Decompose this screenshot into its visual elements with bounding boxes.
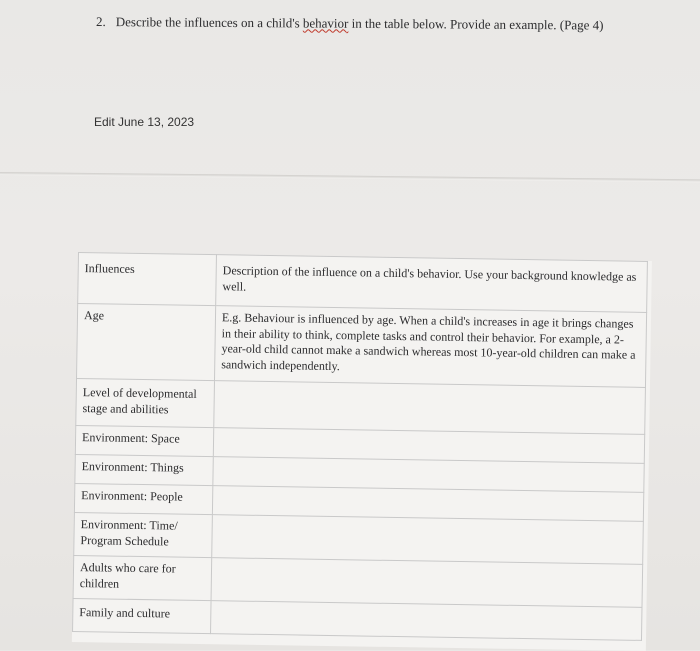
influence-cell: Family and culture: [73, 598, 212, 633]
edit-note: Edit June 13, 2023: [94, 115, 195, 129]
description-cell: E.g. Behaviour is influenced by age. When a child's increases in age it brings changes in their ability to think, complete tasks and control their behavior. For example, a 2-year-old child cannot make a sandwich whereas most 10-year-old children can make a sandwich independently.: [214, 306, 646, 388]
table-header-row: [78, 253, 648, 313]
description-cell: [212, 515, 644, 565]
question-number: 2.: [95, 14, 106, 30]
influences-table: [72, 252, 648, 641]
header-influences: Influences: [78, 253, 217, 306]
influence-cell: Environment: Space: [75, 425, 213, 456]
influence-cell: Environment: Things: [75, 454, 213, 485]
influence-cell: Environment: People: [74, 483, 212, 514]
description-cell: [214, 381, 646, 435]
question-underlined-word: behavior: [302, 15, 349, 31]
page-fold-line: [0, 172, 700, 182]
description-cell: [211, 558, 643, 608]
influence-cell: Age: [77, 304, 216, 381]
table-row: [77, 304, 647, 388]
influences-sheet: [72, 252, 652, 651]
influence-cell: Adults who care for children: [73, 555, 212, 600]
question-text-before: Describe the influences on a child's: [115, 14, 303, 31]
header-description: Description of the influence on a child's behavior. Use your background knowledge as well.: [216, 255, 648, 313]
influence-cell: Level of developmental stage and abilities: [76, 378, 215, 427]
question-text-after: in the table below. Provide an example. (Page 4): [348, 15, 604, 33]
influence-cell: Environment: Time/ Program Schedule: [74, 512, 213, 557]
description-cell: [211, 601, 642, 641]
question-text: [96, 14, 604, 34]
